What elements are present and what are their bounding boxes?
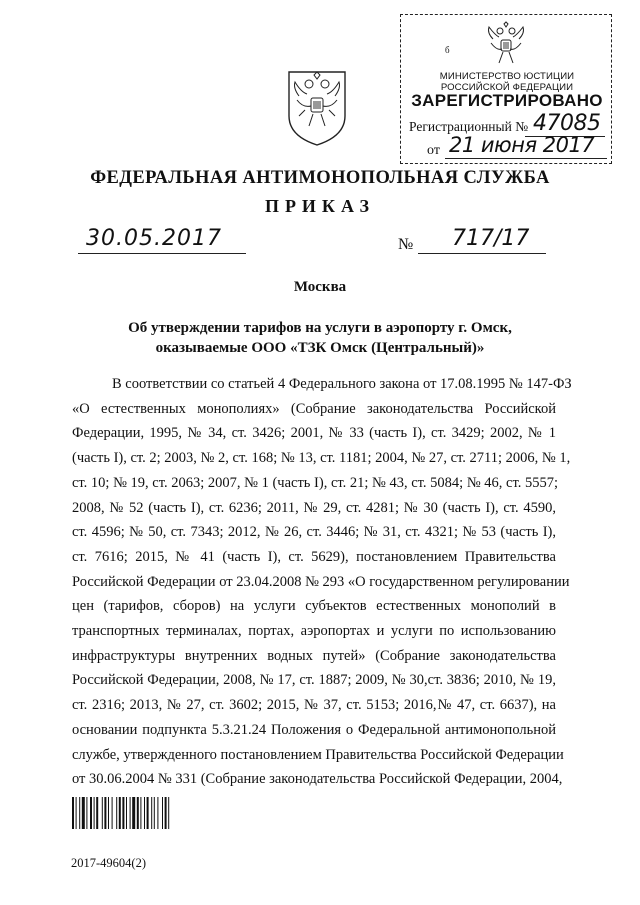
- order-body: [72, 372, 572, 792]
- order-number-underline: [418, 253, 546, 254]
- stamp-registered-label: ЗАРЕГИСТРИРОВАНО: [411, 91, 603, 110]
- stamp-regno: 47085: [533, 111, 601, 136]
- body-line: (часть I), ст. 2; 2003, № 2, ст. 168; № 13, ст. 1181; 2004, № 27, ст. 2711; 2006, № 1,: [72, 450, 571, 467]
- stamp-mark: б: [445, 45, 450, 55]
- stamp-ministry: МИНИСТЕРСТВО ЮСТИЦИИ РОССИЙСКОЙ ФЕДЕРАЦИИ: [439, 71, 575, 93]
- stamp-date-underline: [445, 158, 607, 159]
- order-number: 717/17: [452, 226, 530, 251]
- stamp-date: 21 июня 2017: [449, 133, 595, 157]
- subject-line-1: Об утверждении тарифов на услуги в аэропорту г. Омск,: [128, 320, 512, 336]
- stamp-regno-label: Регистрационный №: [409, 119, 529, 134]
- agency-name: ФЕДЕРАЛЬНАЯ АНТИМОНОПОЛЬНАЯ СЛУЖБА: [90, 168, 550, 188]
- body-line: ст. 2316; 2013, № 27, ст. 3602; 2015, № 37, ст. 5153; 2016,№ 47, ст. 6637), на: [72, 697, 556, 714]
- body-line: службе, утвержденного постановлением Правительства Российской Федерации: [72, 746, 564, 763]
- body-line: Российской Федерации от 23.04.2008 № 293 «О государственном регулировании: [72, 573, 570, 590]
- order-date: 30.05.2017: [86, 226, 222, 251]
- body-line: инфраструктуры внутренних водных путей» (Собрание законодательства: [72, 647, 556, 664]
- barcode-icon: [72, 797, 200, 829]
- body-line: транспортных терминалах, портах, аэропортах и услуги по использованию: [72, 623, 556, 640]
- body-line: Российской Федерации, 2008, № 17, ст. 1887; 2009, № 30,ст. 3836; 2010, № 19,: [72, 672, 556, 689]
- order-subject: [0, 318, 640, 358]
- body-line: от 30.06.2004 № 331 (Собрание законодательства Российской Федерации, 2004,: [72, 771, 563, 788]
- body-line: цен (тарифов, сборов) на услуги субъектов естественных монополий в: [72, 598, 556, 615]
- body-line: основании подпункта 5.3.21.24 Положения о Федеральной антимонопольной: [72, 721, 556, 738]
- body-line: В соответствии со статьей 4 Федерального закона от 17.08.1995 № 147-ФЗ: [112, 376, 572, 392]
- order-date-underline: [78, 253, 246, 254]
- body-line: ст. 4596; № 50, ст. 7343; 2012, № 26, ст. 3446; № 31, ст. 4321; № 53 (часть I),: [72, 524, 556, 541]
- body-line: Федерации, 1995, № 34, ст. 3426; 2001, № 33 (часть I), ст. 3429; 2002, № 1: [72, 425, 556, 442]
- document-type: ПРИКАЗ: [264, 196, 376, 216]
- stamp-date-label: от: [427, 143, 440, 158]
- number-sign: №: [398, 236, 414, 253]
- body-line: 2008, № 52 (часть I), ст. 6236; 2011, № 29, ст. 4281; № 30 (часть I), ст. 4590,: [72, 499, 556, 516]
- city: Москва: [293, 279, 347, 295]
- body-line: «О естественных монополиях» (Собрание законодательства Российской: [72, 400, 556, 417]
- document-code: 2017-49604(2): [71, 856, 146, 870]
- coat-of-arms-icon: [483, 21, 529, 69]
- coat-of-arms-icon: [283, 66, 351, 148]
- body-line: ст. 7616; 2015, № 41 (часть I), ст. 5629), постановлением Правительства: [72, 548, 556, 565]
- body-line: ст. 10; № 19, ст. 2063; 2007, № 1 (часть I), ст. 21; № 43, ст. 5084; № 46, ст. 5557;: [72, 474, 558, 491]
- subject-line-2: оказываемые ООО «ТЗК Омск (Центральный)»: [155, 340, 485, 356]
- registration-stamp: [400, 14, 612, 164]
